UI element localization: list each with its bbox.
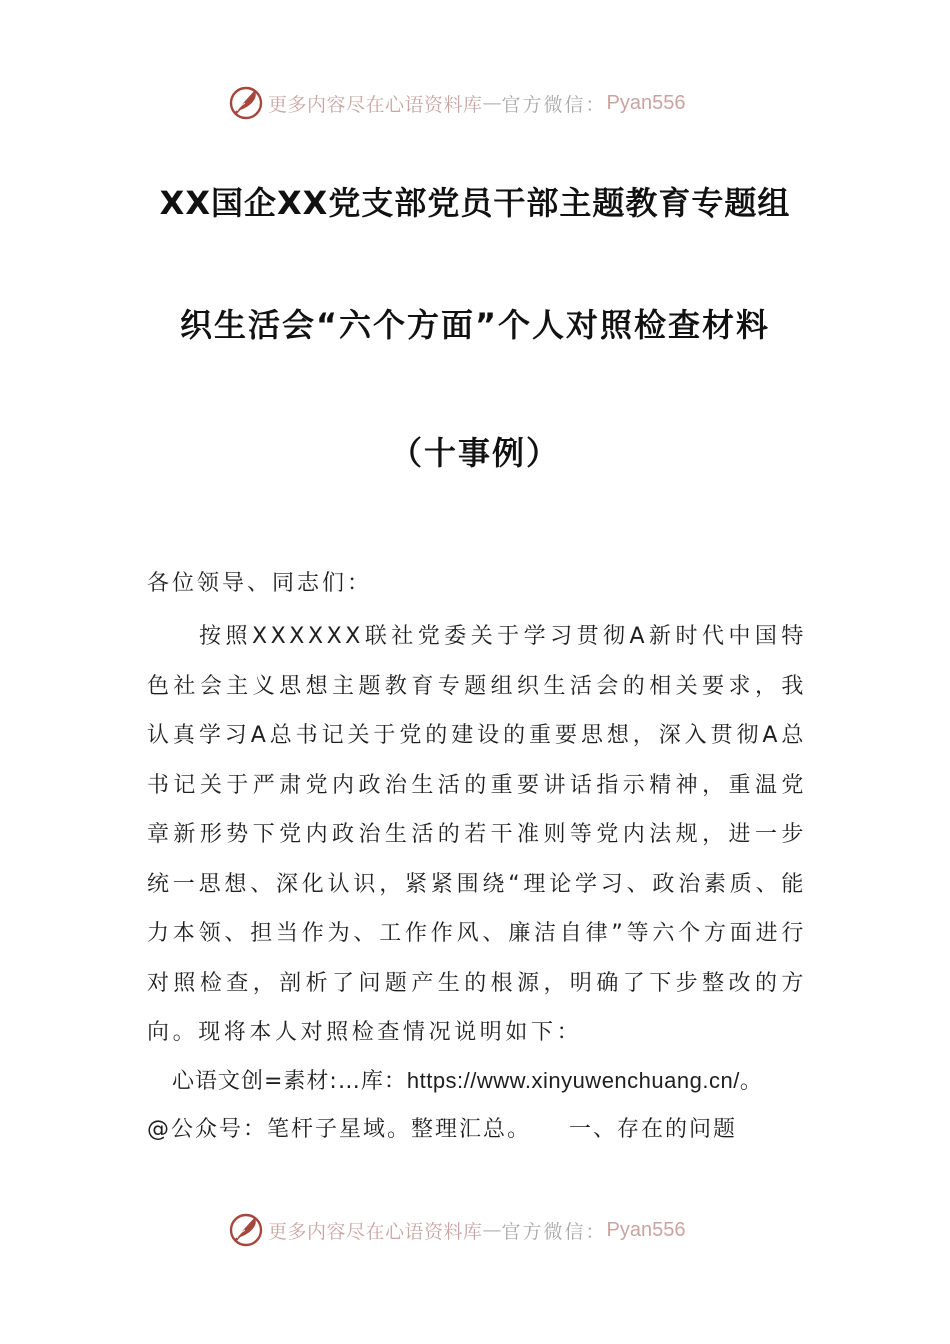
section-heading: 一、存在的问题 bbox=[569, 1117, 738, 1142]
intro-paragraph: 按照XXXXXX联社党委关于学习贯彻A新时代中国特色社会主义思想主题教育专题组织生活会的相关要求，我认真学习A总书记关于党的建设的重要思想，深入贯彻A总书记关于严肃党内政治生活的重要讲话指示精神，重温党章新形势下党内政治生活的若干准则等党内法规，进一步统一思想、深化认识，紧紧围绕“理论学习、政治素质、能力本领、担当作为、工作作风、廉洁自律”等六个方面进行对照检查，剖析了问题产生的根源，明确了下步整改的方向。现将本人对照检查情况说明如下： bbox=[147, 624, 807, 1045]
document-title-line-3: （十事例） bbox=[389, 434, 560, 472]
source-url[interactable]: https://www.xinyuwenchuang.cn/ bbox=[406, 1068, 740, 1093]
account-text: @公众号：笔杆子星域。整理汇总。 bbox=[147, 1117, 532, 1142]
document-title-line-1: XX国企XX党支部党员干部主题教育专题组 bbox=[159, 184, 791, 222]
quill-logo-icon bbox=[228, 1212, 264, 1248]
watermark-site-text: 更多内容尽在心语资料库 bbox=[268, 1220, 483, 1243]
watermark-bottom bbox=[228, 1210, 686, 1250]
watermark-wechat-label: 官方微信： bbox=[501, 93, 607, 116]
document-title-line-2: 织生活会“六个方面”个人对照检查材料 bbox=[179, 306, 771, 344]
watermark-wechat-id: Pyan556 bbox=[606, 91, 686, 114]
source-prefix: 心语文创=素材:…库： bbox=[172, 1069, 407, 1094]
watermark-wechat-label: 官方微信： bbox=[501, 1220, 607, 1243]
account-line bbox=[147, 1112, 807, 1143]
quill-logo-icon bbox=[228, 85, 264, 121]
source-line bbox=[172, 1064, 832, 1095]
watermark-wechat-id: Pyan556 bbox=[606, 1218, 686, 1241]
watermark-site-text: 更多内容尽在心语资料库 bbox=[268, 93, 483, 116]
watermark-dash: — bbox=[482, 92, 502, 114]
source-suffix: 。 bbox=[739, 1069, 763, 1094]
salutation: 各位领导、同志们： bbox=[147, 571, 373, 596]
watermark-dash: — bbox=[482, 1219, 502, 1241]
watermark-top bbox=[228, 83, 686, 123]
